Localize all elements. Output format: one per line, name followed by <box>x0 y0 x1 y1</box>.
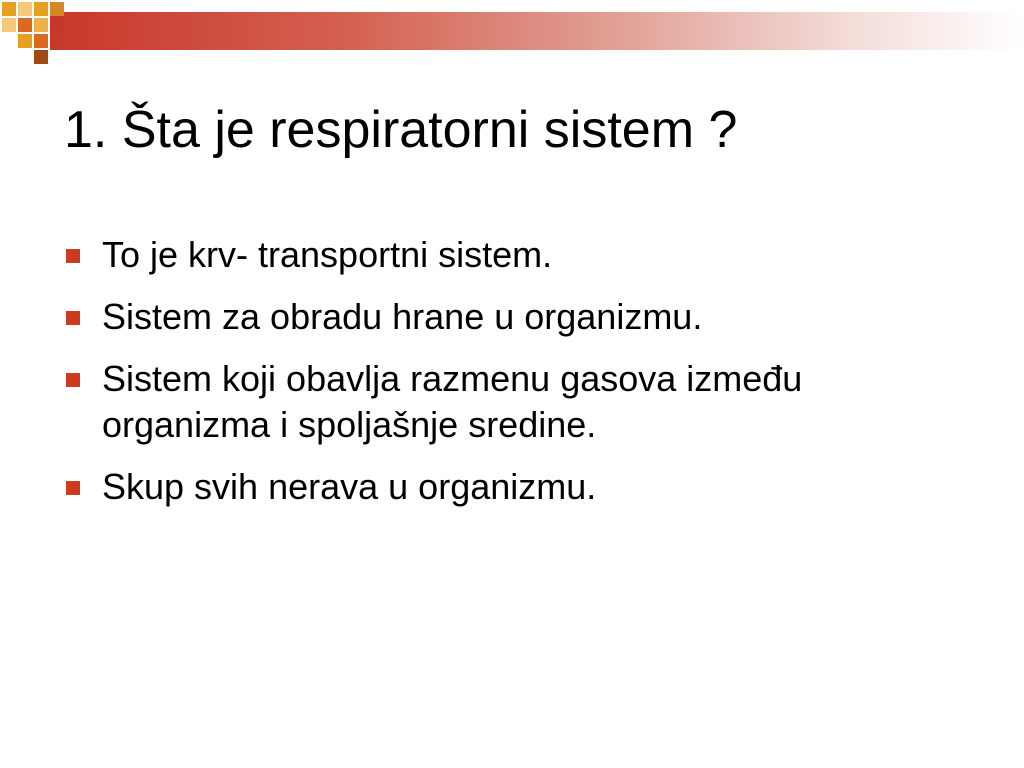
bullet-text: To je krv- transportni sistem. <box>102 234 553 275</box>
slide-title: 1. Šta je respiratorni sistem ? <box>64 101 738 159</box>
square-bullet-icon <box>66 311 80 325</box>
bullet-item <box>64 356 964 448</box>
header-gradient-band <box>50 12 1024 50</box>
square-bullet-icon <box>66 481 80 495</box>
bullet-item <box>64 232 964 278</box>
bullet-text: Skup svih nerava u organizmu. <box>102 466 597 507</box>
bullet-item <box>64 294 964 340</box>
bullet-text: Sistem koji obavlja razmenu gasova između organizma i spoljašnje sredine. <box>102 358 803 445</box>
decorative-squares-logo <box>0 0 80 64</box>
bullet-list <box>64 232 964 526</box>
square-bullet-icon <box>66 373 80 387</box>
bullet-text: Sistem za obradu hrane u organizmu. <box>102 296 703 337</box>
square-bullet-icon <box>66 249 80 263</box>
bullet-item <box>64 464 964 510</box>
